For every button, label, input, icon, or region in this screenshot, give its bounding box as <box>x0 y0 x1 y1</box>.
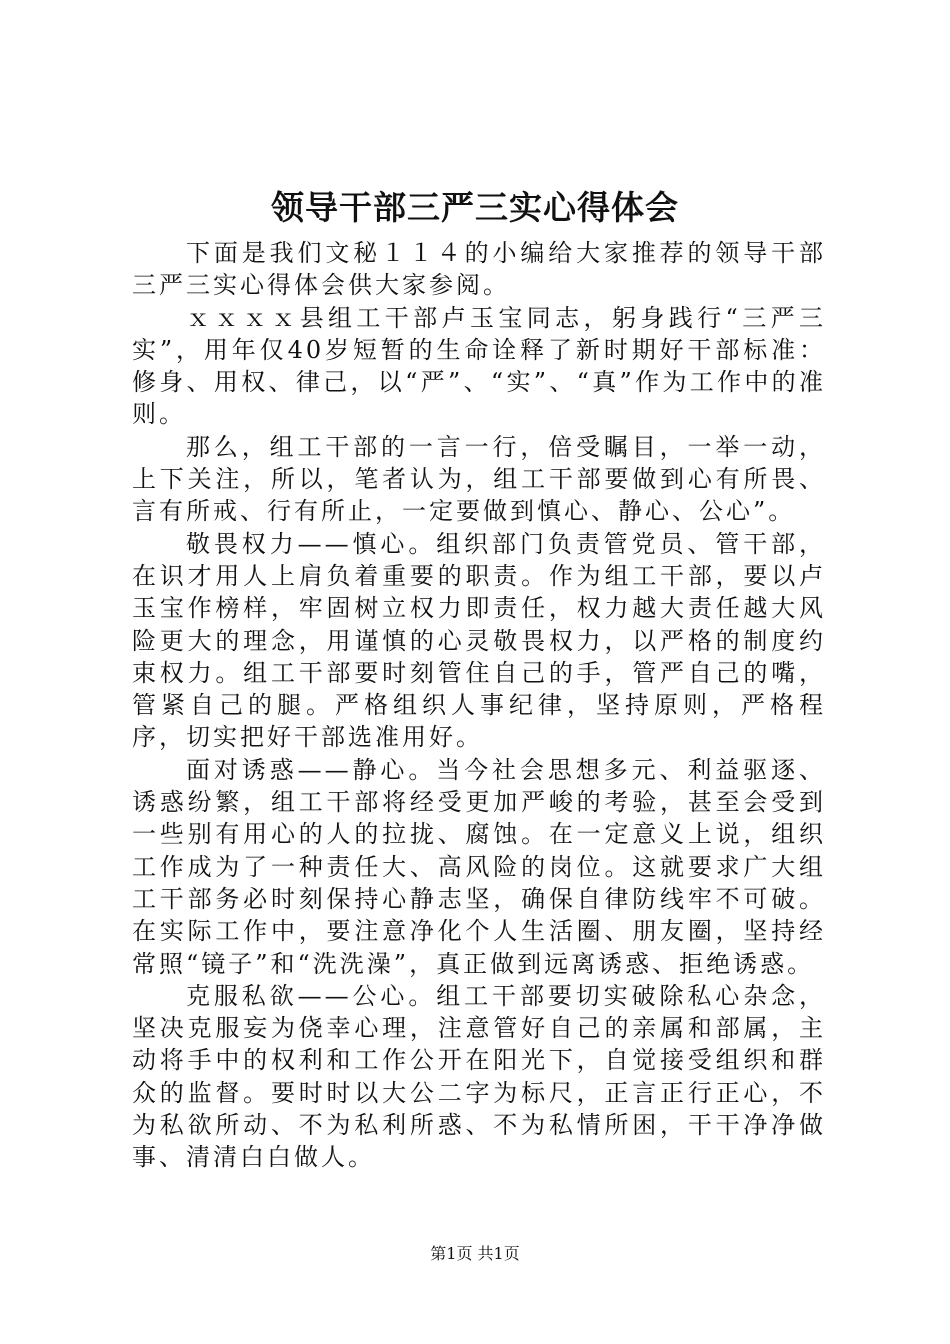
paragraph-public-heart: 克服私欲——公心。组工干部要切实破除私心杂念，坚决克服妄为侥幸心理，注意管好自己的亲属和部属，主动将手中的权利和工作公开在阳光下，自觉接受组织和群众的监督。要时时以大公二字为标尺，正言正行正心，不为私欲所动、不为私利所惑、不为私情所困，干干净净做事、清清白白做人。 <box>132 981 826 1172</box>
paragraph-cautious-heart: 敬畏权力——慎心。组织部门负责管党员、管干部，在识才用人上肩负着重要的职责。作为组工干部，要以卢玉宝作榜样，牢固树立权力即责任，权力越大责任越大风险更大的理念，用谨慎的心灵敬畏权力，以严格的制度约束权力。组工干部要时刻管住自己的手，管严自己的嘴，管紧自己的腿。严格组织人事纪律，坚持原则，严格程序，切实把好干部选准用好。 <box>132 529 826 752</box>
paragraph-lu-yubao: ｘｘｘｘ县组工干部卢玉宝同志，躬身践行“三严三实”，用年仅40岁短暂的生命诠释了新时期好干部标准：修身、用权、律己，以“严”、“实”、“真”作为工作中的准则。 <box>132 303 826 429</box>
paragraph-intro: 下面是我们文秘１１４的小编给大家推荐的领导干部三严三实心得体会供大家参阅。 <box>132 239 826 300</box>
paragraph-summary: 那么，组工干部的一言一行，倍受瞩目，一举一动，上下关注，所以，笔者认为，组工干部要做到心有所畏、言有所戒、行有所止，一定要做到慎心、静心、公心”。 <box>132 432 826 526</box>
paragraph-calm-heart: 面对诱惑——静心。当今社会思想多元、利益驱逐、诱惑纷繁，组工干部将经受更加严峻的考验，甚至会受到一些别有用心的人的拉拢、腐蚀。在一定意义上说，组织工作成为了一种责任大、高风险的岗位。这就要求广大组工干部务必时刻保持心静志坚，确保自律防线牢不可破。在实际工作中，要注意净化个人生活圈、朋友圈，坚持经常照“镜子”和“洗洗澡”，真正做到远离诱惑、拒绝诱惑。 <box>132 755 826 978</box>
document-title: 领导干部三严三实心得体会 <box>271 188 679 227</box>
document-body <box>132 237 826 1174</box>
page-number-footer: 第1页 共1页 <box>430 1244 520 1263</box>
